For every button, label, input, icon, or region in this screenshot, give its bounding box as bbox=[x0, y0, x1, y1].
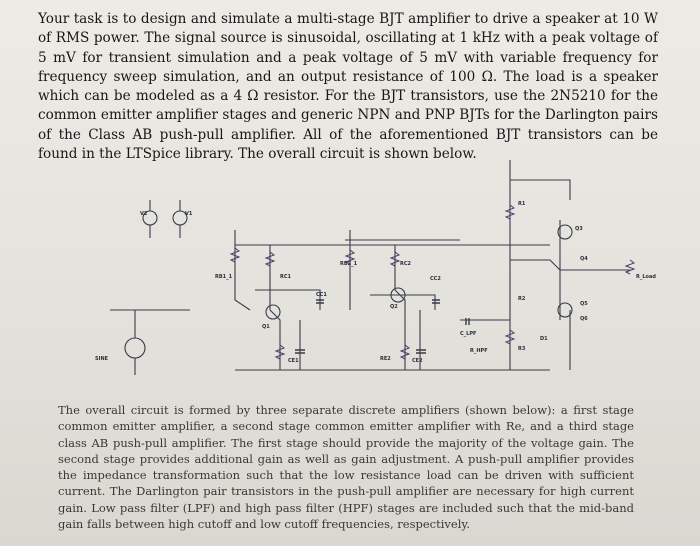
label-rload: R_Load bbox=[636, 274, 656, 280]
label-source: SINE bbox=[95, 356, 109, 362]
label-r1: R1 bbox=[518, 201, 526, 207]
label-rb1: RB1_1 bbox=[215, 274, 233, 280]
label-re2: RE2 bbox=[380, 356, 391, 362]
circuit-schematic bbox=[40, 160, 670, 405]
label-q6: Q6 bbox=[580, 316, 588, 322]
label-cc2: CC2 bbox=[430, 276, 441, 282]
label-r2: R2 bbox=[518, 296, 526, 302]
label-ce2: CE2 bbox=[412, 358, 423, 364]
label-ce1: CE1 bbox=[288, 358, 299, 364]
outro-paragraph: The overall circuit is formed by three separate discrete amplifiers (shown below): a first stage common emitter amplifier, a second stage common emitter amplifier with Re, and a third stage class AB push-pull amplifier. The first stage should provide the majority of the voltage gain. The second stage provides additional gain as well as gain adjustment. A push-pull amplifier provides the impedance transformation such that the low resistance load can be driven with sufficient current. The Darlington pair transistors in the push-pull amplifier are necessary for high current gain. Low pass filter (LPF) and high pass filter (HPF) stages are included such that the mid-band gain falls between high cutoff and low cutoff frequencies, respectively. bbox=[58, 403, 634, 532]
label-q2: Q2 bbox=[390, 304, 398, 310]
label-hpf: R_HPF bbox=[470, 348, 488, 354]
label-r3: R3 bbox=[518, 346, 526, 352]
label-q4: Q4 bbox=[580, 256, 588, 262]
label-cc1: CC1 bbox=[316, 292, 327, 298]
intro-paragraph: Your task is to design and simulate a multi-stage BJT amplifier to drive a speaker at 10 W of RMS power. The signal source is sinusoidal, oscillating at 1 kHz with a peak voltage of 5 mV for transient simulation and a peak voltage of 5 mV with variable frequency for frequency sweep simulation, and an output resistance of 100 Ω. The load is a speaker which can be modeled as a 4 Ω resistor. For the BJT transistors, use the 2N5210 for the common emitter amplifier stages and generic NPN and PNP BJTs for the Darlington pairs of the Class AB push-pull amplifier. All of the aforementioned BJT transistors can be found in the LTSpice library. The overall circuit is shown below. bbox=[38, 11, 658, 163]
label-v1: V1 bbox=[185, 211, 193, 217]
label-d1: D1 bbox=[540, 336, 548, 342]
label-q1: Q1 bbox=[262, 324, 270, 330]
label-q5: Q5 bbox=[580, 301, 588, 307]
label-q3: Q3 bbox=[575, 226, 583, 232]
label-rb2: RB2_1 bbox=[340, 261, 358, 267]
label-rc1: RC1 bbox=[280, 274, 291, 280]
label-v2: V2 bbox=[140, 211, 148, 217]
label-lpf: C_LPF bbox=[460, 331, 477, 337]
label-rc2: RC2 bbox=[400, 261, 411, 267]
